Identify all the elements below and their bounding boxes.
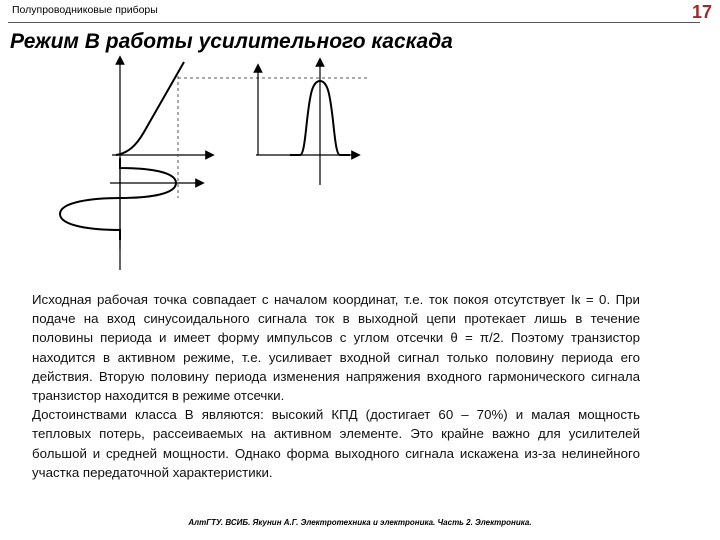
body-text (32, 290, 640, 482)
paragraph-2: Достоинствами класса В являются: высокий КПД (достигает 60 – 70%) и малая мощность тепловых потерь, рассеиваемых на активном элементе. Это крайне важно для усилителей большой и средней мощности. Однако форма выходного сигнала искажена из-за нелинейного участка передаточной характеристики. (32, 407, 640, 480)
paragraph-1: Исходная рабочая точка совпадает с началом координат, т.е. ток покоя отсутствует Iк = 0. При подаче на вход синусоидального сигнала ток в выходной цепи протекает лишь в течение половины периода и имеет форму импульсов с углом отсечки θ = π/2. Поэтому транзистор находится в активном режиме, т.е. усиливает входной сигнал только половину периода его действия. Вторую половину периода изменения напряжения входного гармонического сигнала транзистор находится в режиме отсечки. (32, 292, 640, 404)
input-sine-wave (60, 158, 176, 240)
slide-title: Режим В работы усилительного каскада (10, 30, 453, 53)
page-number: 17 (691, 2, 712, 22)
footer: АлтГТУ. ВСИБ. Якунин А.Г. Электротехника и электроника. Часть 2. Электроника. (188, 518, 532, 527)
transfer-curve (116, 62, 184, 155)
section-label: Полупроводниковые приборы (12, 4, 158, 16)
